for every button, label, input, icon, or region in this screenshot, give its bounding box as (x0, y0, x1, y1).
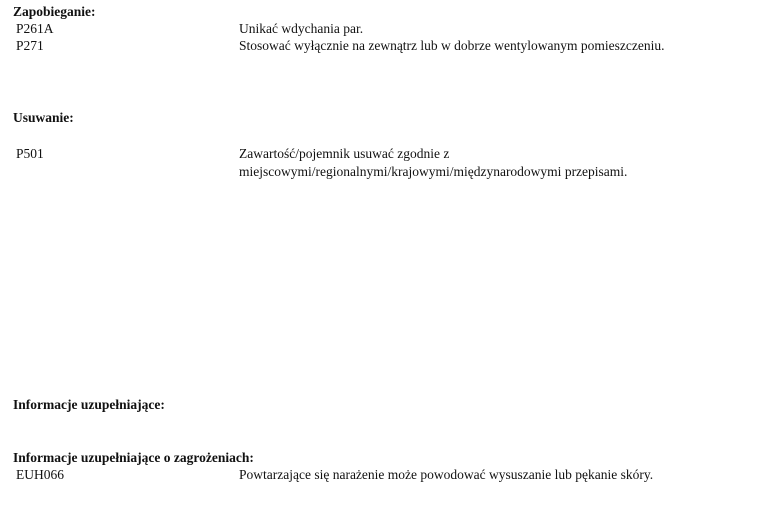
section-heading-supplementary-hazards: Informacje uzupełniające o zagrożeniach: (13, 450, 254, 465)
statement-code: P261A (16, 21, 54, 36)
statement-text: Powtarzające się narażenie może powodować wysuszanie lub pękanie skóry. (239, 467, 654, 482)
statement-code: P271 (16, 38, 44, 53)
section-heading-disposal: Usuwanie: (13, 110, 74, 125)
statement-code: EUH066 (16, 467, 64, 482)
statement-text: Unikać wdychania par. (239, 21, 364, 36)
statement-text-continuation: miejscowymi/regionalnymi/krajowymi/międzynarodowymi przepisami. (239, 164, 628, 179)
section-heading-supplementary: Informacje uzupełniające: (13, 397, 165, 412)
statement-text: Zawartość/pojemnik usuwać zgodnie z (239, 146, 450, 161)
section-heading-prevention: Zapobieganie: (13, 4, 96, 19)
statement-code: P501 (16, 146, 44, 161)
statement-text: Stosować wyłącznie na zewnątrz lub w dobrze wentylowanym pomieszczeniu. (239, 38, 665, 53)
